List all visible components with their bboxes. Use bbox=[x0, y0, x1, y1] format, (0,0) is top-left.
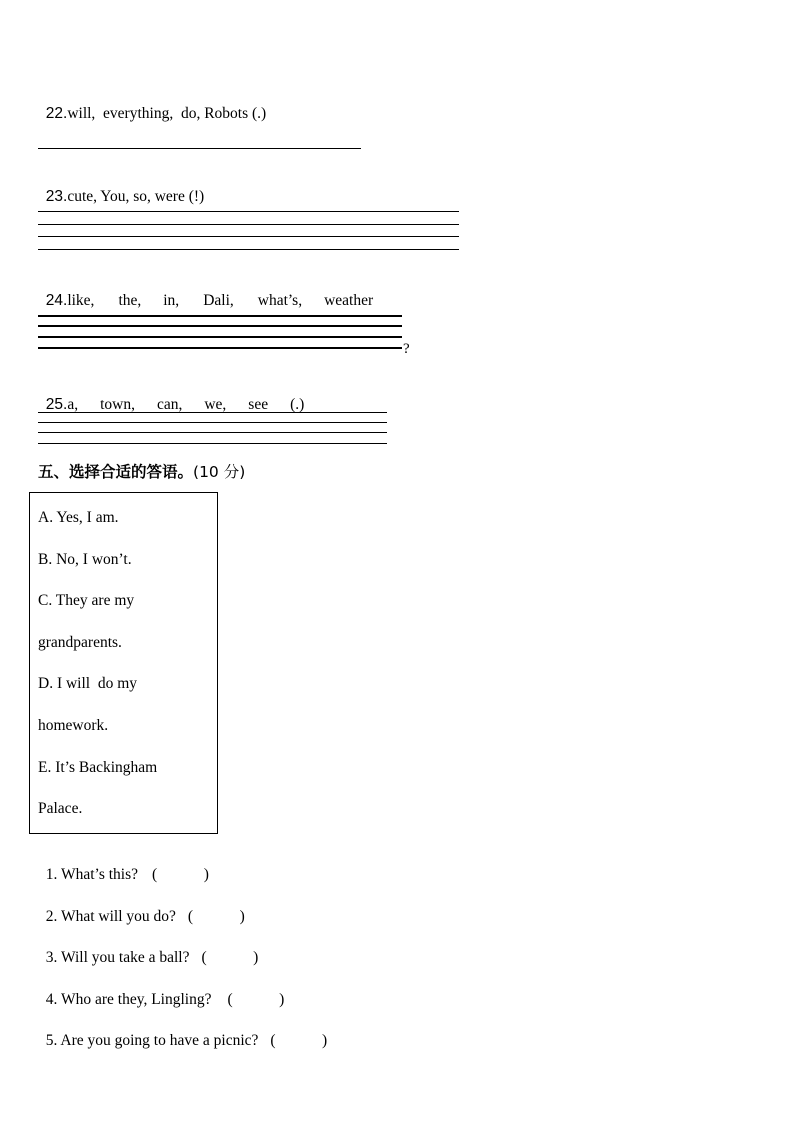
word: we, bbox=[204, 396, 227, 413]
option-e: E. It’s Backingham bbox=[38, 759, 158, 776]
answer-line[interactable] bbox=[38, 412, 387, 413]
answer-blank[interactable]: ( ) bbox=[270, 1032, 328, 1049]
answer-line[interactable] bbox=[38, 336, 402, 338]
question-text: 2. What will you do? bbox=[45, 908, 176, 925]
question-4 bbox=[38, 973, 284, 1009]
answer-line[interactable] bbox=[38, 432, 387, 433]
word: Dali, bbox=[203, 292, 234, 309]
section-score: (10 分) bbox=[193, 463, 246, 481]
question-text: 1. What’s this? bbox=[45, 866, 139, 883]
question-number: 25. bbox=[45, 396, 68, 413]
question-words: will, everything, do, Robots (.) bbox=[67, 105, 267, 122]
question-words: cute, You, so, were (!) bbox=[67, 188, 205, 205]
answer-line[interactable] bbox=[38, 224, 459, 225]
section-title bbox=[38, 460, 245, 482]
option-c-cont: grandparents. bbox=[38, 634, 122, 651]
answer-line[interactable] bbox=[38, 236, 459, 237]
question-25 bbox=[38, 378, 304, 414]
word: like, bbox=[67, 292, 95, 309]
answer-blank[interactable]: ( ) bbox=[152, 866, 209, 883]
word: what’s, bbox=[257, 292, 303, 309]
answer-line[interactable] bbox=[38, 325, 402, 327]
option-b: B. No, I won’t. bbox=[38, 551, 132, 568]
answer-line[interactable] bbox=[38, 443, 387, 444]
word: town, bbox=[100, 396, 135, 413]
word: can, bbox=[156, 396, 183, 413]
answer-blank[interactable]: ( ) bbox=[187, 908, 245, 925]
question-3 bbox=[38, 931, 258, 967]
word: see bbox=[248, 396, 269, 413]
word: weather bbox=[324, 292, 374, 309]
answer-line[interactable] bbox=[38, 347, 402, 349]
answer-line[interactable] bbox=[38, 148, 361, 149]
answer-line[interactable] bbox=[38, 211, 459, 212]
question-number: 24. bbox=[45, 292, 68, 309]
option-e-cont: Palace. bbox=[38, 800, 83, 817]
answer-line[interactable] bbox=[38, 249, 459, 250]
question-mark: ? bbox=[403, 341, 410, 357]
question-text: 4. Who are they, Lingling? bbox=[45, 991, 212, 1008]
option-d: D. I will do my bbox=[38, 675, 138, 692]
answer-line[interactable] bbox=[38, 422, 387, 423]
answer-blank[interactable]: ( ) bbox=[201, 949, 259, 966]
question-1 bbox=[38, 848, 209, 884]
question-24 bbox=[38, 274, 373, 310]
question-number: 23. bbox=[45, 188, 68, 205]
question-text: 5. Are you going to have a picnic? bbox=[45, 1032, 259, 1049]
option-a: A. Yes, I am. bbox=[38, 509, 119, 526]
word: a, bbox=[67, 396, 79, 413]
option-c: C. They are my bbox=[38, 592, 135, 609]
options-box bbox=[29, 492, 218, 834]
question-22 bbox=[38, 87, 266, 123]
question-2 bbox=[38, 890, 245, 926]
word: in, bbox=[163, 292, 180, 309]
question-number: 22. bbox=[45, 105, 68, 122]
answer-blank[interactable]: ( ) bbox=[227, 991, 285, 1008]
question-23 bbox=[38, 170, 204, 206]
word: (.) bbox=[290, 396, 305, 413]
answer-line[interactable] bbox=[38, 315, 402, 317]
section-title-text: 五、选择合适的答语。 bbox=[38, 463, 194, 481]
question-5 bbox=[38, 1014, 327, 1050]
word: the, bbox=[118, 292, 142, 309]
question-text: 3. Will you take a ball? bbox=[45, 949, 190, 966]
option-d-cont: homework. bbox=[38, 717, 109, 734]
